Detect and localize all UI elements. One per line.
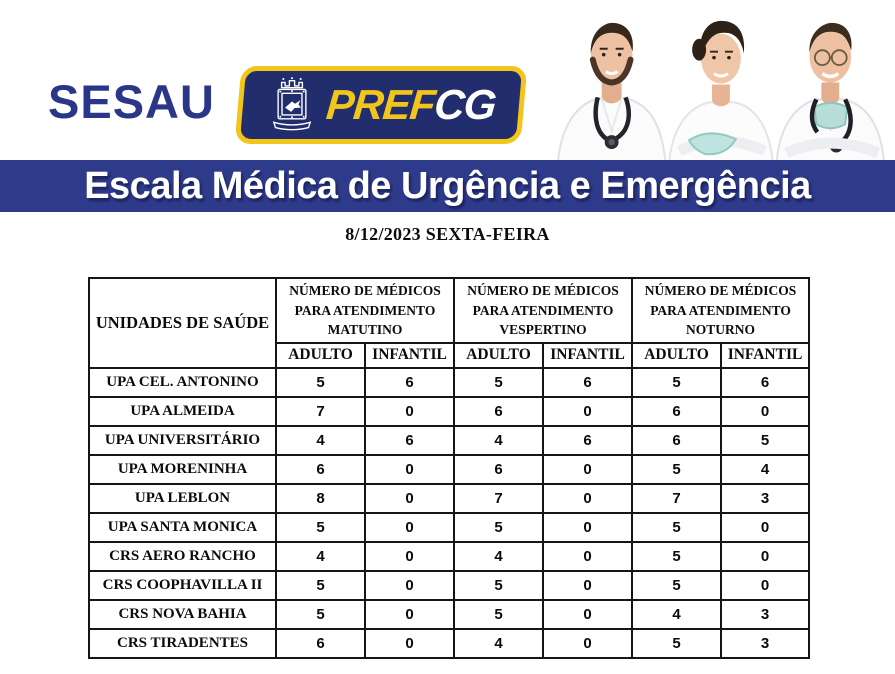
noturno-infantil-cell: 3 (721, 484, 809, 513)
table-row (89, 484, 809, 513)
vespertino-adulto-cell: 5 (454, 600, 543, 629)
unit-name-cell: CRS NOVA BAHIA (89, 600, 276, 629)
doctors-photo (539, 0, 895, 161)
matutino-adulto-cell: 6 (276, 629, 365, 658)
prefcg-cg-text: CG (432, 81, 498, 128)
column-header-adulto: ADULTO (454, 343, 543, 368)
noturno-infantil-cell: 0 (721, 571, 809, 600)
matutino-infantil-cell: 6 (365, 368, 454, 397)
matutino-infantil-cell: 0 (365, 571, 454, 600)
vespertino-adulto-cell: 4 (454, 542, 543, 571)
matutino-adulto-cell: 6 (276, 455, 365, 484)
vespertino-adulto-cell: 6 (454, 455, 543, 484)
noturno-adulto-cell: 6 (632, 426, 721, 455)
group-header-row (89, 278, 809, 343)
noturno-infantil-cell: 5 (721, 426, 809, 455)
matutino-adulto-cell: 5 (276, 513, 365, 542)
vespertino-adulto-cell: 6 (454, 397, 543, 426)
campo-grande-crest-icon (266, 75, 318, 135)
date-heading: 8/12/2023 SEXTA-FEIRA (345, 224, 550, 244)
column-group-vespertino: NÚMERO DE MÉDICOS PARA ATENDIMENTO VESPERTINO (454, 278, 632, 343)
vespertino-infantil-cell: 0 (543, 542, 632, 571)
vespertino-adulto-cell: 7 (454, 484, 543, 513)
table-row (89, 571, 809, 600)
unit-name-cell: UPA LEBLON (89, 484, 276, 513)
column-header-adulto: ADULTO (632, 343, 721, 368)
unit-name-cell: UPA SANTA MONICA (89, 513, 276, 542)
matutino-adulto-cell: 7 (276, 397, 365, 426)
column-header-units: UNIDADES DE SAÚDE (89, 278, 276, 368)
vespertino-infantil-cell: 6 (543, 368, 632, 397)
noturno-adulto-cell: 5 (632, 368, 721, 397)
noturno-adulto-cell: 5 (632, 542, 721, 571)
unit-name-cell: UPA CEL. ANTONINO (89, 368, 276, 397)
column-group-matutino: NÚMERO DE MÉDICOS PARA ATENDIMENTO MATUTINO (276, 278, 454, 343)
noturno-infantil-cell: 3 (721, 629, 809, 658)
unit-name-cell: UPA MORENINHA (89, 455, 276, 484)
noturno-infantil-cell: 6 (721, 368, 809, 397)
vespertino-infantil-cell: 0 (543, 600, 632, 629)
vespertino-infantil-cell: 0 (543, 571, 632, 600)
table-row (89, 397, 809, 426)
noturno-infantil-cell: 0 (721, 542, 809, 571)
table-row (89, 455, 809, 484)
matutino-adulto-cell: 8 (276, 484, 365, 513)
matutino-adulto-cell: 5 (276, 600, 365, 629)
vespertino-adulto-cell: 5 (454, 368, 543, 397)
noturno-infantil-cell: 3 (721, 600, 809, 629)
noturno-infantil-cell: 0 (721, 397, 809, 426)
table-row (89, 542, 809, 571)
noturno-adulto-cell: 4 (632, 600, 721, 629)
column-header-infantil: INFANTIL (365, 343, 454, 368)
matutino-infantil-cell: 0 (365, 455, 454, 484)
doctor-male-left (558, 23, 665, 161)
column-header-adulto: ADULTO (276, 343, 365, 368)
matutino-infantil-cell: 0 (365, 542, 454, 571)
unit-name-cell: UPA UNIVERSITÁRIO (89, 426, 276, 455)
unit-name-cell: UPA ALMEIDA (89, 397, 276, 426)
vespertino-adulto-cell: 4 (454, 629, 543, 658)
matutino-infantil-cell: 0 (365, 513, 454, 542)
title-banner (0, 160, 895, 212)
column-header-infantil: INFANTIL (721, 343, 809, 368)
column-group-noturno: NÚMERO DE MÉDICOS PARA ATENDIMENTO NOTURNO (632, 278, 809, 343)
noturno-adulto-cell: 5 (632, 629, 721, 658)
vespertino-adulto-cell: 5 (454, 571, 543, 600)
matutino-adulto-cell: 5 (276, 571, 365, 600)
prefcg-pref-text: PREF (324, 81, 437, 128)
page-title: Escala Médica de Urgência e Emergência (84, 165, 811, 207)
vespertino-infantil-cell: 6 (543, 426, 632, 455)
vespertino-infantil-cell: 0 (543, 455, 632, 484)
matutino-infantil-cell: 0 (365, 397, 454, 426)
schedule-table (88, 277, 810, 659)
table-header (89, 278, 809, 368)
doctors-illustration (539, 0, 895, 161)
noturno-adulto-cell: 5 (632, 513, 721, 542)
noturno-adulto-cell: 7 (632, 484, 721, 513)
matutino-adulto-cell: 5 (276, 368, 365, 397)
vespertino-infantil-cell: 0 (543, 397, 632, 426)
prefcg-logo (235, 66, 528, 144)
noturno-infantil-cell: 0 (721, 513, 809, 542)
matutino-infantil-cell: 6 (365, 426, 454, 455)
unit-name-cell: CRS TIRADENTES (89, 629, 276, 658)
matutino-adulto-cell: 4 (276, 426, 365, 455)
matutino-infantil-cell: 0 (365, 600, 454, 629)
vespertino-infantil-cell: 0 (543, 484, 632, 513)
matutino-infantil-cell: 0 (365, 629, 454, 658)
table-row (89, 368, 809, 397)
sesau-logo: SESAU (48, 75, 215, 128)
matutino-infantil-cell: 0 (365, 484, 454, 513)
table-body (89, 368, 809, 658)
table-row (89, 513, 809, 542)
vespertino-infantil-cell: 0 (543, 629, 632, 658)
table-row (89, 600, 809, 629)
matutino-adulto-cell: 4 (276, 542, 365, 571)
noturno-adulto-cell: 6 (632, 397, 721, 426)
doctor-male-right (777, 23, 884, 161)
column-header-infantil: INFANTIL (543, 343, 632, 368)
table-row (89, 629, 809, 658)
prefcg-wordmark (324, 81, 498, 128)
vespertino-adulto-cell: 5 (454, 513, 543, 542)
vespertino-infantil-cell: 0 (543, 513, 632, 542)
noturno-adulto-cell: 5 (632, 571, 721, 600)
unit-name-cell: CRS COOPHAVILLA II (89, 571, 276, 600)
unit-name-cell: CRS AERO RANCHO (89, 542, 276, 571)
bird-glyph (286, 100, 302, 112)
vespertino-adulto-cell: 4 (454, 426, 543, 455)
noturno-adulto-cell: 5 (632, 455, 721, 484)
doctor-female-middle (669, 21, 772, 161)
table-row (89, 426, 809, 455)
noturno-infantil-cell: 4 (721, 455, 809, 484)
